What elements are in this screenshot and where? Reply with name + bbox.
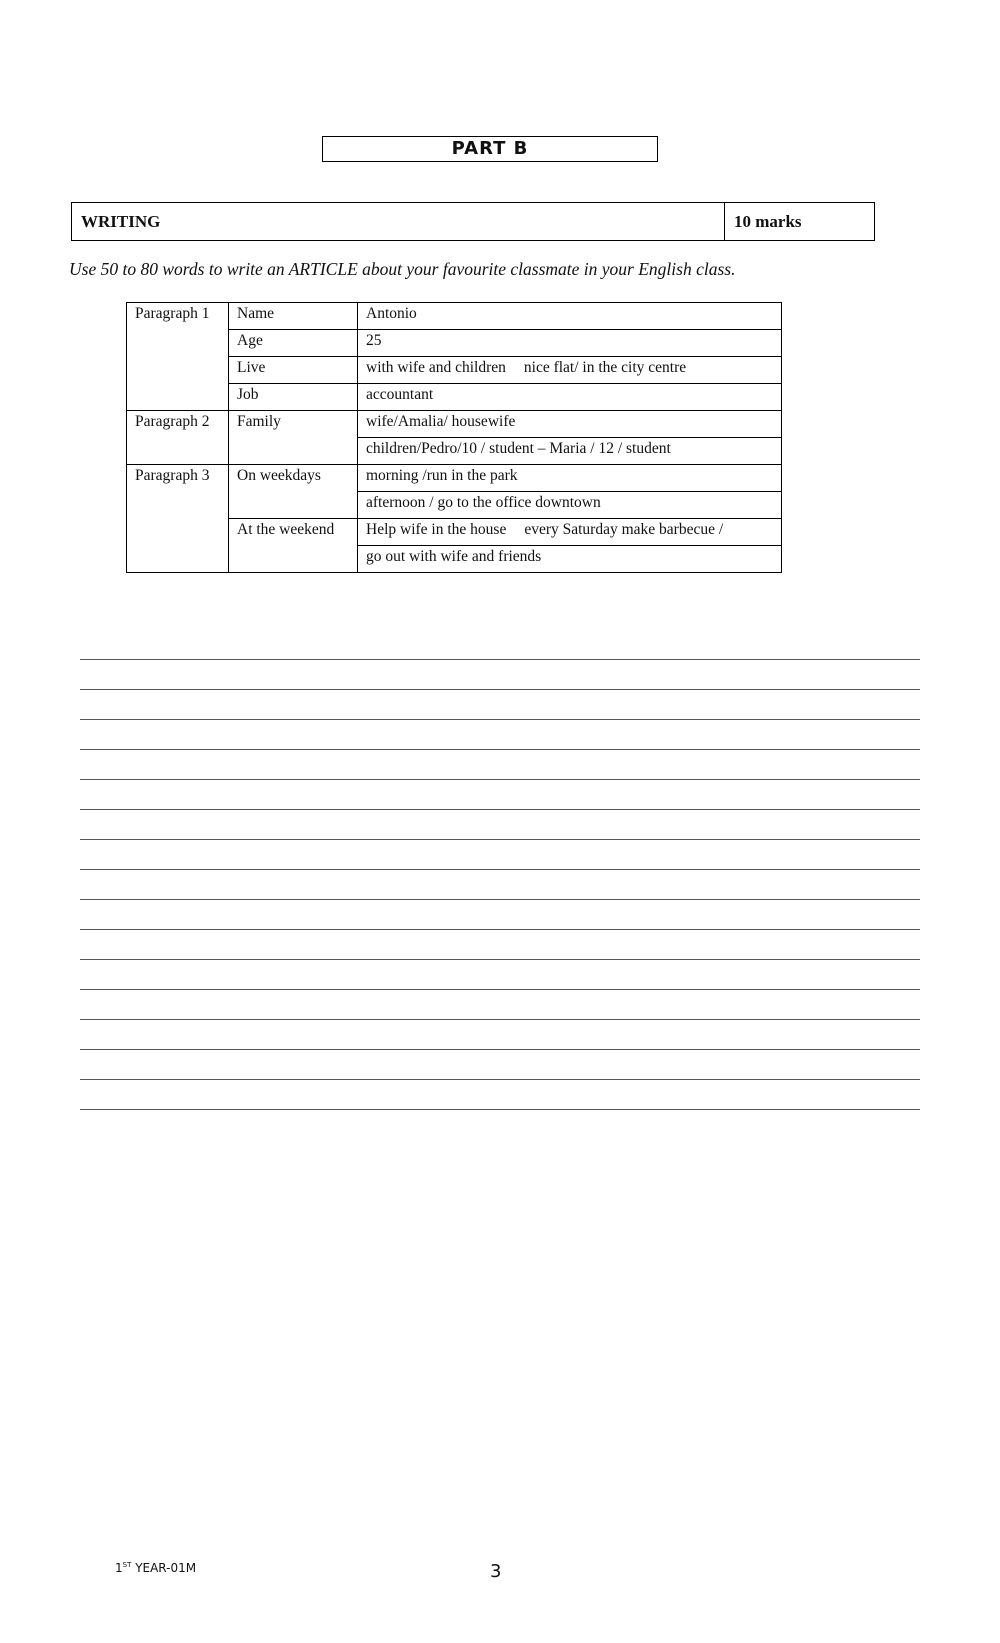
answer-line[interactable] [80,930,920,960]
footer-code-suffix: YEAR-01M [131,1561,197,1575]
field-family: Family [229,411,358,465]
section-marks: 10 marks [734,212,802,231]
answer-line[interactable] [80,690,920,720]
answer-line[interactable] [80,1050,920,1080]
answer-line[interactable] [80,660,920,690]
value-weekend-1 [358,519,782,546]
answer-line[interactable] [80,630,920,660]
answer-line[interactable] [80,810,920,840]
value-weekend-b: every Saturday make barbecue / [524,521,724,538]
writing-instruction: Use 50 to 80 words to write an ARTICLE about your favourite classmate in your English class. [69,259,736,279]
answer-line[interactable] [80,1080,920,1110]
value-weekend-2: go out with wife and friends [358,546,782,573]
paragraph-3-label: Paragraph 3 [127,465,229,573]
footer-code [115,1561,196,1575]
info-table [126,302,782,573]
section-title: WRITING [72,203,725,240]
answer-line[interactable] [80,780,920,810]
value-name: Antonio [358,303,782,330]
answer-line[interactable] [80,750,920,780]
value-live-a: with wife and children [366,359,506,376]
value-weekdays-morning: morning /run in the park [358,465,782,492]
footer-code-prefix: 1 [115,1561,123,1575]
answer-line[interactable] [80,1020,920,1050]
value-weekend-a: Help wife in the house [366,521,507,538]
paragraph-1-label: Paragraph 1 [127,303,229,411]
answer-line[interactable] [80,900,920,930]
page-number: 3 [490,1561,502,1582]
value-live [358,357,782,384]
value-live-b: nice flat/ in the city centre [523,359,687,376]
field-weekend: At the weekend [229,519,358,573]
value-job: accountant [358,384,782,411]
paragraph-2-label: Paragraph 2 [127,411,229,465]
field-name: Name [229,303,358,330]
value-family-children: children/Pedro/10 / student – Maria / 12 / student [358,438,782,465]
answer-line[interactable] [80,720,920,750]
table-row [127,411,782,438]
answer-line[interactable] [80,870,920,900]
value-family-wife: wife/Amalia/ housewife [358,411,782,438]
table-row [127,303,782,330]
field-weekdays: On weekdays [229,465,358,519]
field-live: Live [229,357,358,384]
field-job: Job [229,384,358,411]
answer-line[interactable] [80,840,920,870]
footer-code-sup: ST [122,1561,132,1569]
value-weekdays-afternoon: afternoon / go to the office downtown [358,492,782,519]
table-row [127,465,782,492]
answer-line[interactable] [80,960,920,990]
answer-lines[interactable] [80,630,920,1110]
section-header [71,202,875,241]
field-age: Age [229,330,358,357]
value-age: 25 [358,330,782,357]
answer-line[interactable] [80,990,920,1020]
part-heading: PART B [322,136,658,162]
